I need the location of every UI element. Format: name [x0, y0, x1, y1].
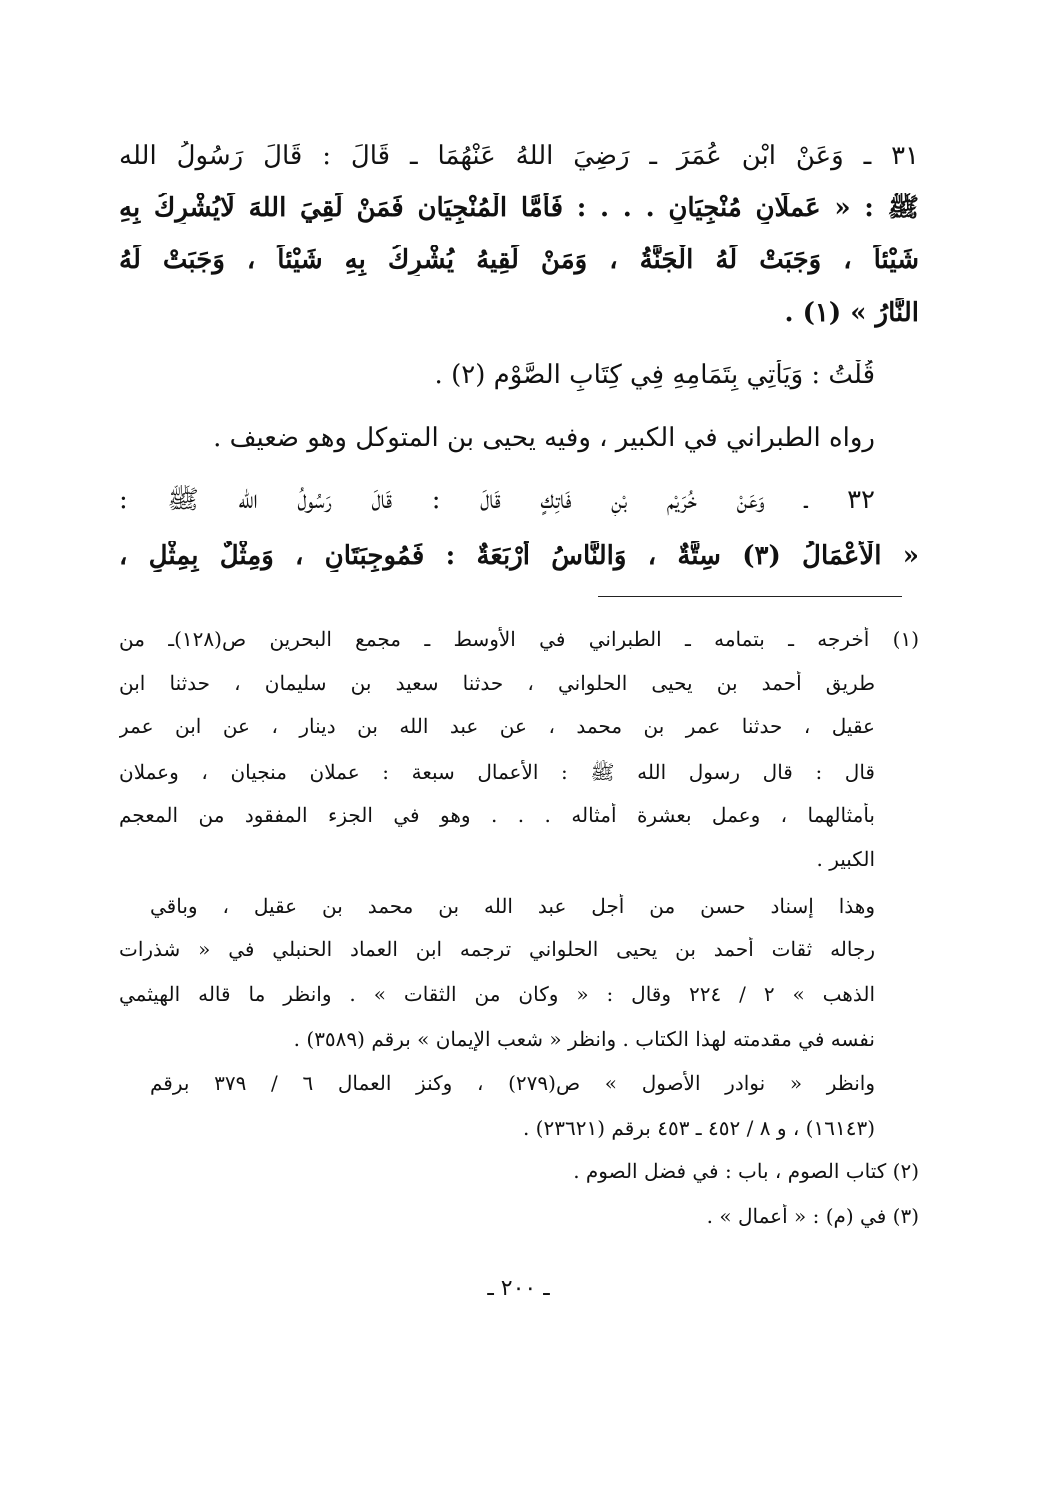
footnote-1-line-9: الذهب » ٢ / ٢٢٤ وقال : « وكان من الثقات » . وانظر ما قاله الهيثمي	[119, 982, 875, 1006]
footnote-1-line-7: وهذا إسناد حسن من أجل عبد الله بن محمد بن عقيل ، وباقي	[150, 894, 875, 918]
footnote-1-line-5: بأمثالهما ، وعمل بعشرة أمثاله . . . وهو في الجزء المفقود من المعجم	[119, 803, 875, 827]
author-note: قُلْتُ : وَيَأْتِي بِتَمَامِهِ فِي كِتَابِ الصَّوْمِ (٢) .	[434, 360, 875, 390]
footnote-1-line-10: نفسه في مقدمته لهذا الكتاب . وانظر « شعب الإيمان » برقم (٣٥٨٩) .	[293, 1027, 875, 1051]
hadith-31-line-2: ﷺ : « عَملَانِ مُنْجِيَانِ . . . : فَأَمَّا الْمُنْجِيَان فَمَنْ لَقِيَ اللهَ لَايُشْرِكُ بِهِ	[119, 193, 919, 223]
footnote-1-line-11: وانظر « نوادر الأصول » ص(٢٧٩) ، وكنز العمال ٦ / ٣٧٩ برقم	[150, 1071, 875, 1095]
footnote-1-line-2: طريق أحمد بن يحيى الحلواني ، حدثنا سعيد بن سليمان ، حدثنا ابن	[119, 671, 875, 695]
footnote-3: (٣) في (م) : « أعمال » .	[706, 1204, 919, 1228]
footnote-1-line-6: الكبير .	[816, 847, 875, 871]
hadith-32-line-2: « الْأَعْمَالُ (٣) سِتَّةٌ ، وَالنَّاسُ أَرْبَعَةٌ : فَمُوجِبَتَانِ ، وَمِثْلٌ بِمِثْلٍ ،	[119, 541, 919, 571]
footnote-1-line-8: رجاله ثقات أحمد بن يحيى الحلواني ترجمه ابن العماد الحنبلي في « شذرات	[119, 937, 875, 961]
narration-note: رواه الطبراني في الكبير ، وفيه يحيى بن المتوكل وهو ضعيف .	[213, 423, 875, 453]
footnote-1-line-3: عقيل ، حدثنا عمر بن محمد ، عن عبد الله بن دينار ، عن ابن عمر	[119, 714, 875, 738]
footnote-1-line-12: (١٦١٤٣) ، و ٨ / ٤٥٢ ـ ٤٥٣ برقم (٢٣٦٢١) .	[522, 1116, 875, 1140]
footnote-2: (٢) كتاب الصوم ، باب : في فضل الصوم .	[573, 1159, 919, 1183]
page-number: ـ ٢٠٠ ـ	[487, 1276, 550, 1301]
hadith-31-line-1: ٣١ ـ وَعَنْ ابْنِ عُمَرَ ـ رَضِيَ اللهُ عَنْهُمَا ـ قَالَ : قَالَ رَسُولُ الله	[119, 141, 919, 171]
hadith-31-line-3: شَيْئاً ، وَجَبَتْ لَهُ الْجَنَّةُ ، وَمَنْ لَقِيهُ يُشْرِكُ بِهِ شَيْئاً ، وَجَبَتْ لَهُ	[119, 245, 919, 275]
hadith-31-line-4: النَّارُ » (١) .	[784, 298, 919, 328]
hadith-32-line-1: ٣٢ ـ وَعَنْ خُرَيْمِ بْنِ فَاتِكٍ قَالَ : قَالَ رَسُولُ الله ﷺ :	[119, 485, 875, 515]
footnote-1-line-4: قال : قال رسول الله ﷺ : الأعمال سبعة : عملان منجيان ، وعملان	[119, 760, 875, 784]
footnote-separator	[598, 596, 902, 597]
footnote-1-line-1: (١) أخرجه ـ بتمامه ـ الطبراني في الأوسط ـ مجمع البحرين ص(١٢٨)ـ من	[119, 627, 919, 651]
